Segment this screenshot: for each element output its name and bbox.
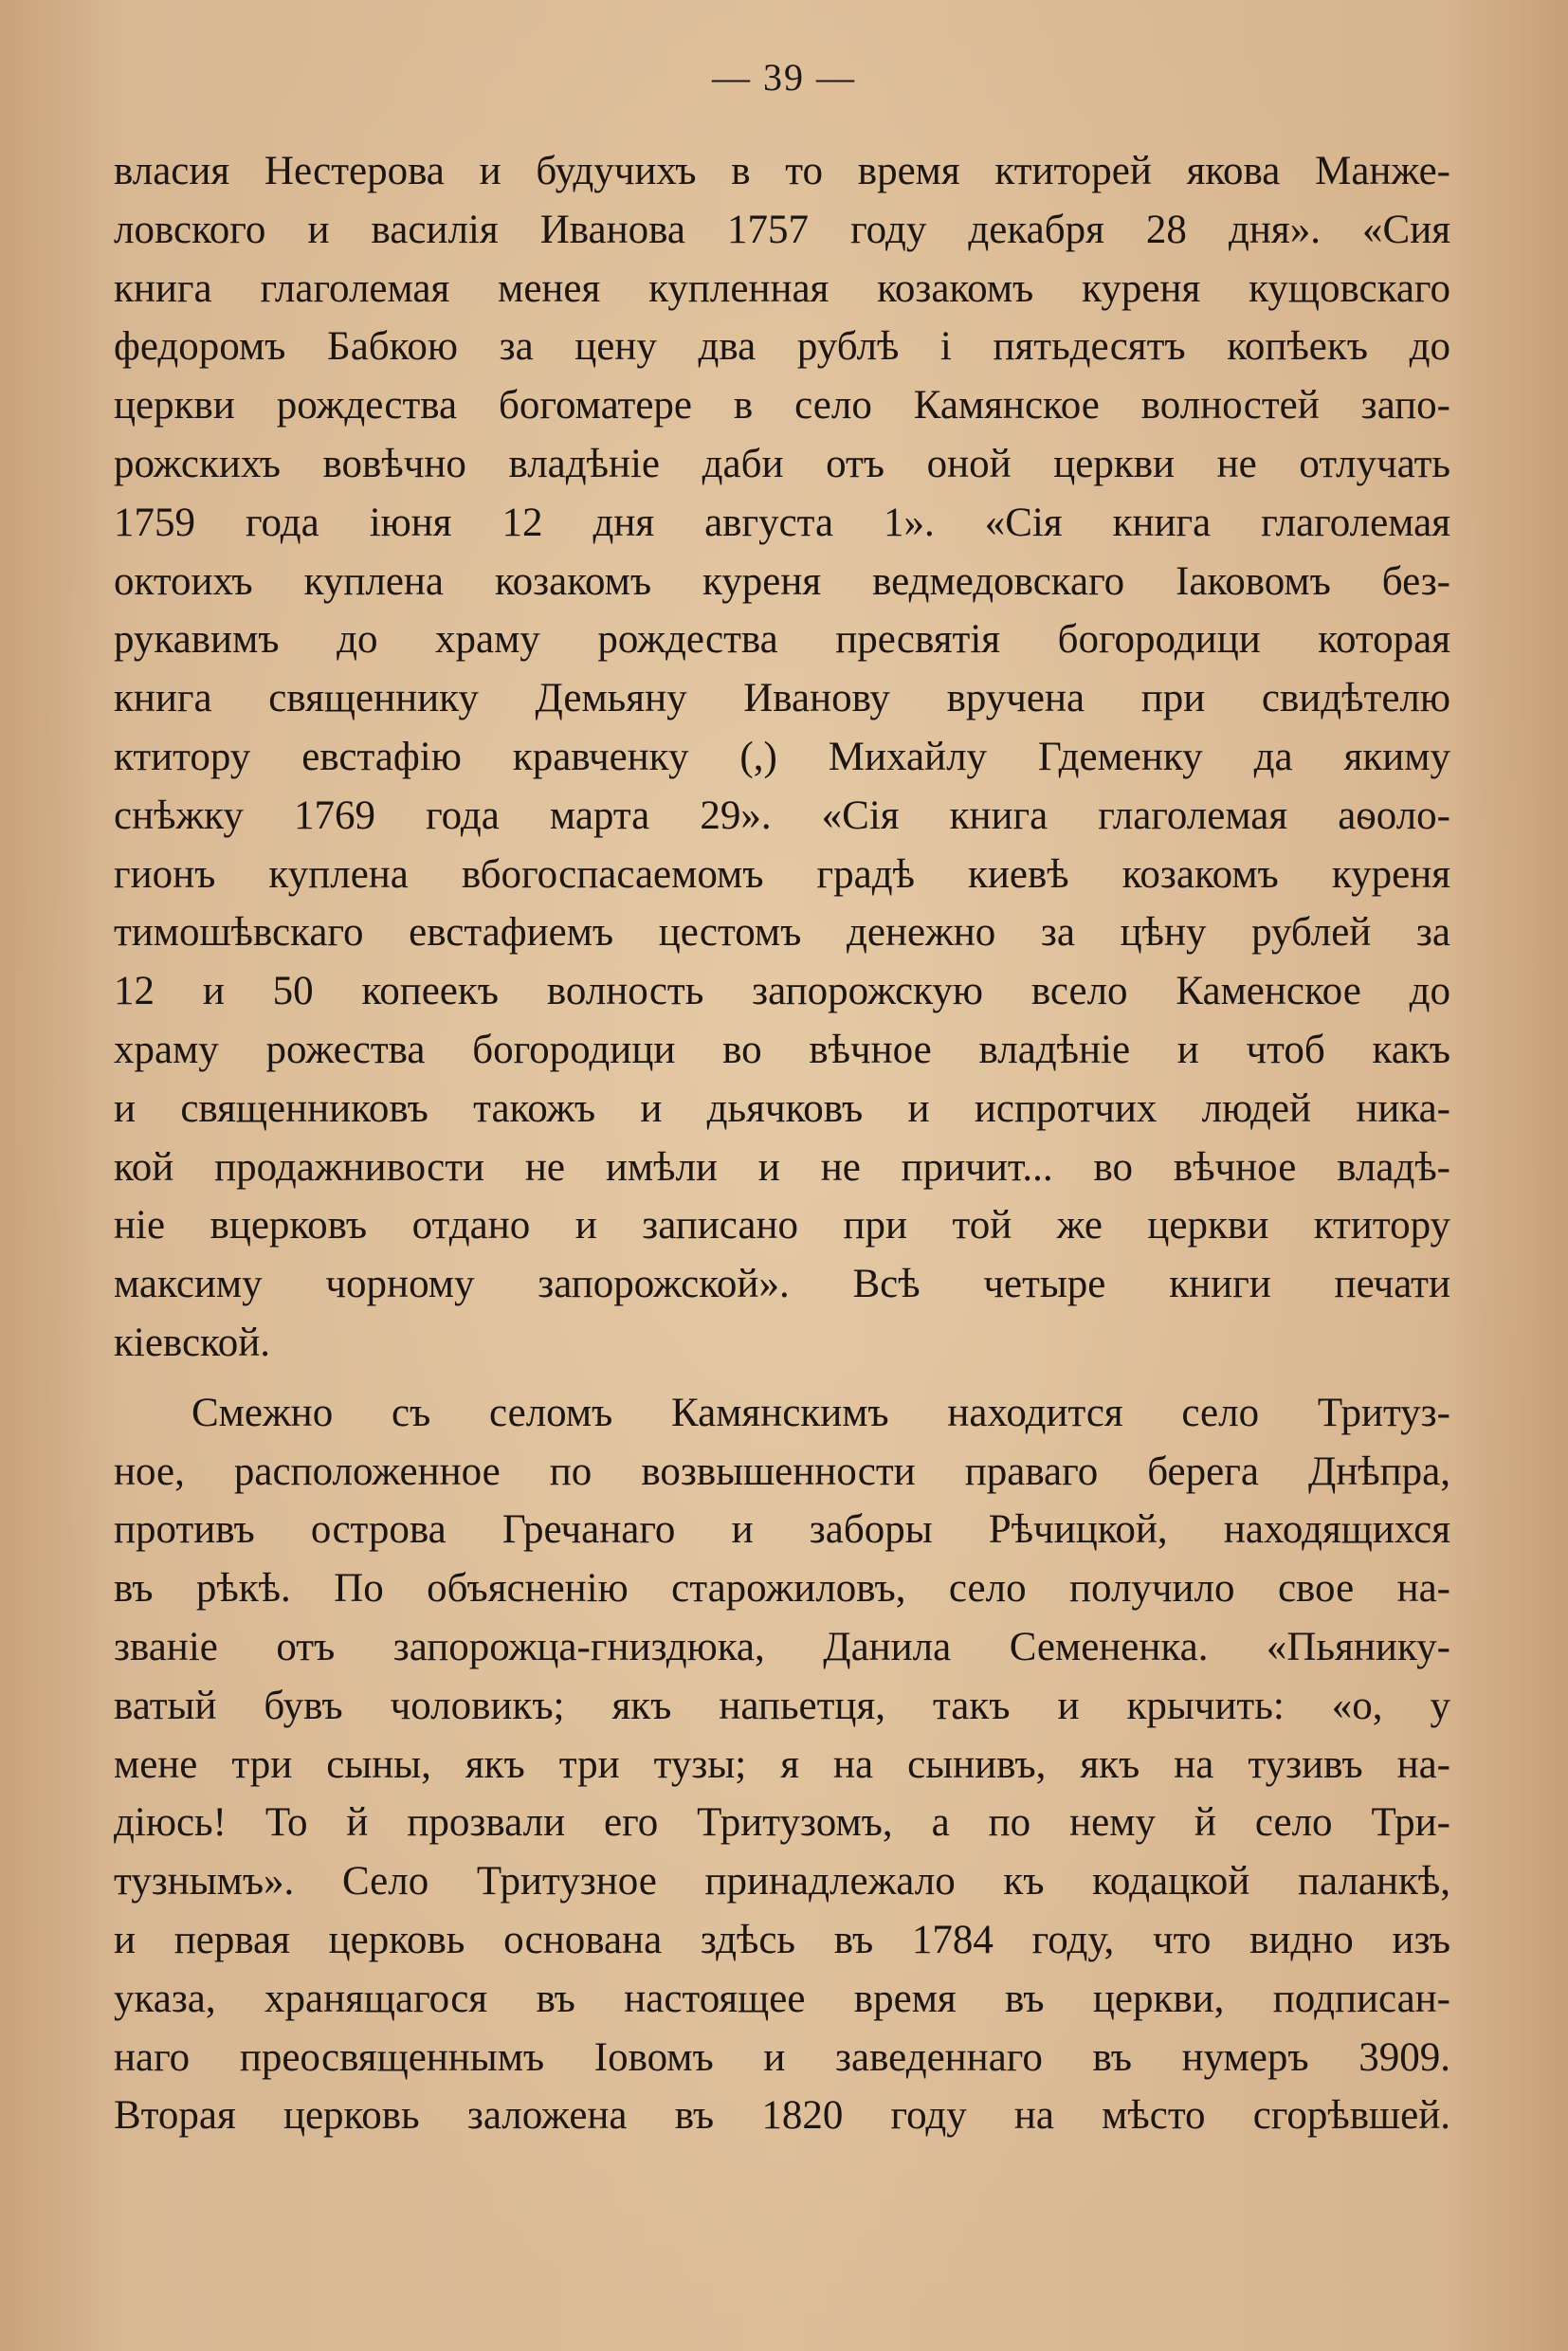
text-line: рукавимъ до храму рождества пресвятія богородици которая	[114, 617, 1450, 663]
text-line: Вторая церковь заложена въ 1820 году на мѣсто сгорѣвшей.	[114, 2093, 1450, 2139]
body-text	[114, 142, 1450, 2145]
text-line: мене три сыны, якъ три тузы; я на сынивъ, якъ на тузивъ на-	[114, 1741, 1450, 1787]
text-line: 1759 года іюня 12 дня августа 1». «Сія книга глаголемая	[114, 500, 1450, 545]
text-line: снѣжку 1769 года марта 29». «Сія книга глаголемая аѳоло-	[114, 793, 1450, 838]
text-line: октоихъ куплена козакомъ куреня ведмедовскаго Іаковомъ без-	[114, 558, 1450, 604]
text-line: максиму чорному запорожской». Всѣ четыре книги печати	[114, 1262, 1450, 1307]
text-line: наго преосвященнымъ Іовомъ и заведеннаго въ нумеръ 3909.	[114, 2034, 1450, 2080]
text-line: и первая церковь основана здѣсь въ 1784 году, что видно изъ	[114, 1917, 1450, 1962]
text-line: книга священнику Демьяну Иванову вручена при свидѣтелю	[114, 676, 1450, 721]
text-line: церкви рождества богоматере в село Камянское волностей запо-	[114, 383, 1450, 428]
text-line: тимошѣвскаго евстафиемъ цестомъ денежно за цѣну рублей за	[114, 910, 1450, 956]
text-line: ловского и василія Иванова 1757 году декабря 28 дня». «Сия	[114, 207, 1450, 252]
text-line: кой продажнивости не имѣли и не причит... во вѣчное владѣ-	[114, 1144, 1450, 1190]
text-line: федоромъ Бабкою за цену два рублѣ і пятьдесятъ копѣекъ до	[114, 324, 1450, 370]
text-line: указа, хранящагося въ настоящее время въ церкви, подписан-	[114, 1976, 1450, 2021]
text-line: ватый бувъ чоловикъ; якъ напьетця, такъ и крычить: «о, у	[114, 1683, 1450, 1728]
text-line: гионъ куплена вбогоспасаемомъ градѣ киевѣ козакомъ куреня	[114, 851, 1450, 897]
text-line: Смежно съ селомъ Камянскимъ находится село Тритуз-	[191, 1390, 1450, 1435]
text-line: кіевской.	[114, 1320, 271, 1365]
page-number: — 39 —	[712, 56, 856, 99]
paragraph-1	[114, 142, 1450, 1373]
text-line: и священниковъ такожъ и дьячковъ и испротчих людей ника-	[114, 1085, 1450, 1131]
text-line: ктитору евстафію кравченку (,) Михайлу Гдеменку да якиму	[114, 734, 1450, 779]
text-line: власия Нестерова и будучихъ в то время ктиторей якова Манже-	[114, 149, 1450, 193]
paragraph-2	[114, 1384, 1450, 2145]
text-line: 12 и 50 копеекъ волность запорожскую всело Каменское до	[114, 969, 1450, 1014]
text-line: ніе вцерковъ отдано и записано при той же церкви ктитору	[114, 1203, 1450, 1248]
text-line: храму рожества богородици во вѣчное владѣніе и чтоб какъ	[114, 1027, 1450, 1072]
text-line: рожскихъ вовѣчно владѣніе даби отъ оной церкви не отлучать	[114, 441, 1450, 486]
text-line: ное, расположенное по возвышенности праваго берега Днѣпра,	[114, 1449, 1450, 1494]
text-line: діюсь! То й прозвали его Тритузомъ, а по нему й село Три-	[114, 1800, 1450, 1846]
text-line: тузнымъ». Село Тритузное принадлежало къ кодацкой паланкѣ,	[114, 1859, 1450, 1904]
text-line: противъ острова Гречанаго и заборы Рѣчицкой, находящихся	[114, 1507, 1450, 1553]
text-line: званіе отъ запорожца-гниздюка, Данила Семененка. «Пьянику-	[114, 1624, 1450, 1669]
text-line: въ рѣкѣ. По объясненію старожиловъ, село получило свое на-	[114, 1566, 1450, 1612]
text-line: книга глаголемая менея купленная козакомъ куреня кущовскаго	[114, 265, 1450, 311]
